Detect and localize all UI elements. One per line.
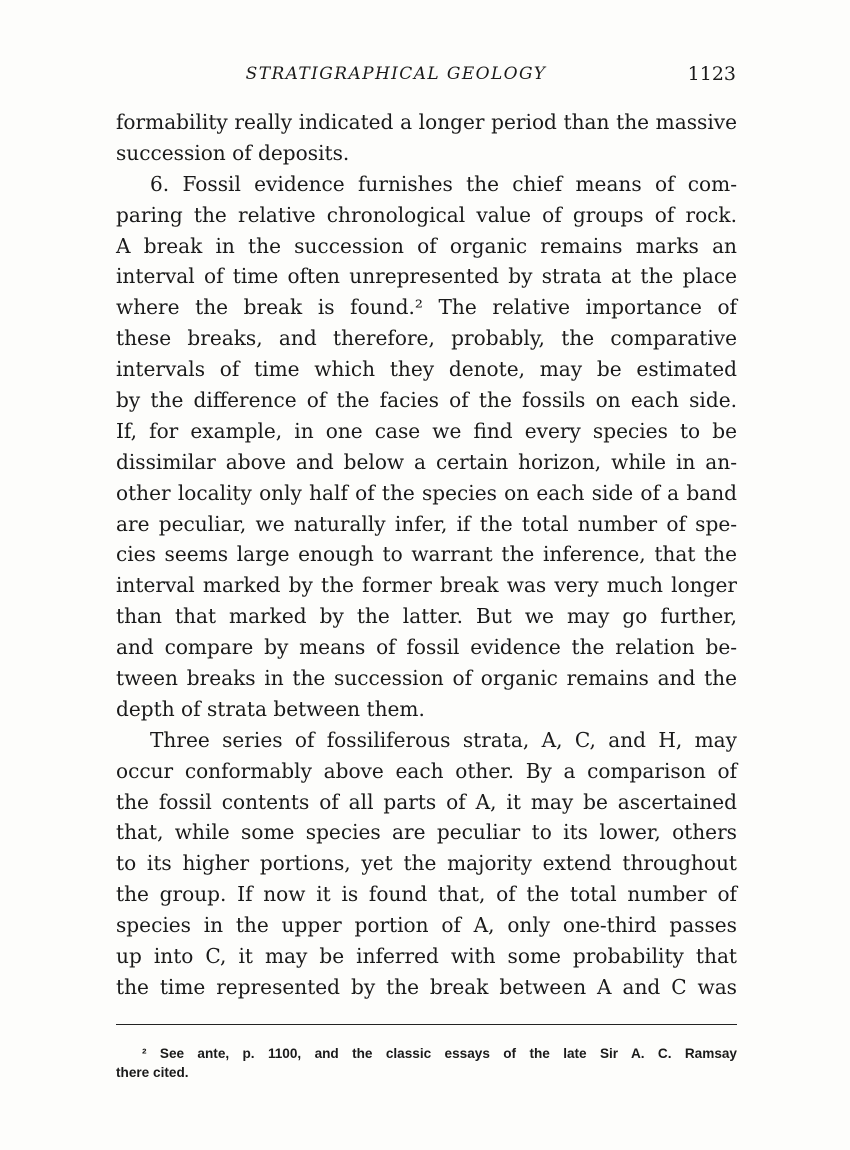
page-number: 1123 [687,63,736,85]
text-line: are peculiar, we naturally infer, if the total number of spe- [116,511,737,536]
body-text [116,107,737,1003]
text-line: up into C, it may be inferred with some probability that [116,944,737,969]
text-line: paring the relative chronological value of groups of rock. [116,202,737,227]
text-line: the group. If now it is found that, of the total number of [116,882,737,907]
text-line: by the difference of the facies of the fossils on each side. [116,388,737,413]
text-line: intervals of time which they denote, may be estimated [116,357,737,382]
text-line: cies seems large enough to warrant the inference, that the [116,542,737,567]
text-line: succession of deposits. [116,140,350,165]
text-line: that, while some species are peculiar to its lower, others [116,820,737,845]
running-head [116,62,736,92]
footnote-line: there cited. [116,1065,189,1080]
text-line: dissimilar above and below a certain horizon, while in an- [116,449,737,474]
text-line: than that marked by the latter. But we may go further, [116,604,737,629]
text-line: these breaks, and therefore, probably, the comparative [116,326,737,351]
text-line: occur conformably above each other. By a comparison of [116,758,737,783]
text-line: If, for example, in one case we find every species to be [116,418,737,443]
text-line: where the break is found.² The relative importance of [116,295,737,320]
text-line: the time represented by the break between A and C was [116,974,737,999]
footnote [116,1044,737,1082]
running-title: STRATIGRAPHICAL GEOLOGY [245,64,547,84]
footnote-divider [116,1024,737,1025]
text-line: interval of time often unrepresented by strata at the place [116,264,737,289]
text-line: formability really indicated a longer period than the massive [116,110,737,134]
footnote-line: ² See ante, p. 1100, and the classic essays of the late Sir A. C. Ramsay [142,1046,737,1061]
text-line: to its higher portions, yet the majority extend throughout [116,851,737,876]
text-line: other locality only half of the species on each side of a band [116,480,737,505]
text-line: and compare by means of fossil evidence the relation be- [116,635,737,660]
text-line: Three series of fossiliferous strata, A, C, and H, may [150,727,737,752]
text-line: depth of strata between them. [116,696,425,721]
text-line: tween breaks in the succession of organic remains and the [116,666,737,691]
text-line: species in the upper portion of A, only one-third passes [116,913,737,938]
text-line: 6. Fossil evidence furnishes the chief means of com- [150,171,737,196]
text-line: A break in the succession of organic remains marks an [116,233,737,258]
text-line: the fossil contents of all parts of A, it may be ascertained [116,789,737,814]
text-line: interval marked by the former break was very much longer [116,573,737,598]
